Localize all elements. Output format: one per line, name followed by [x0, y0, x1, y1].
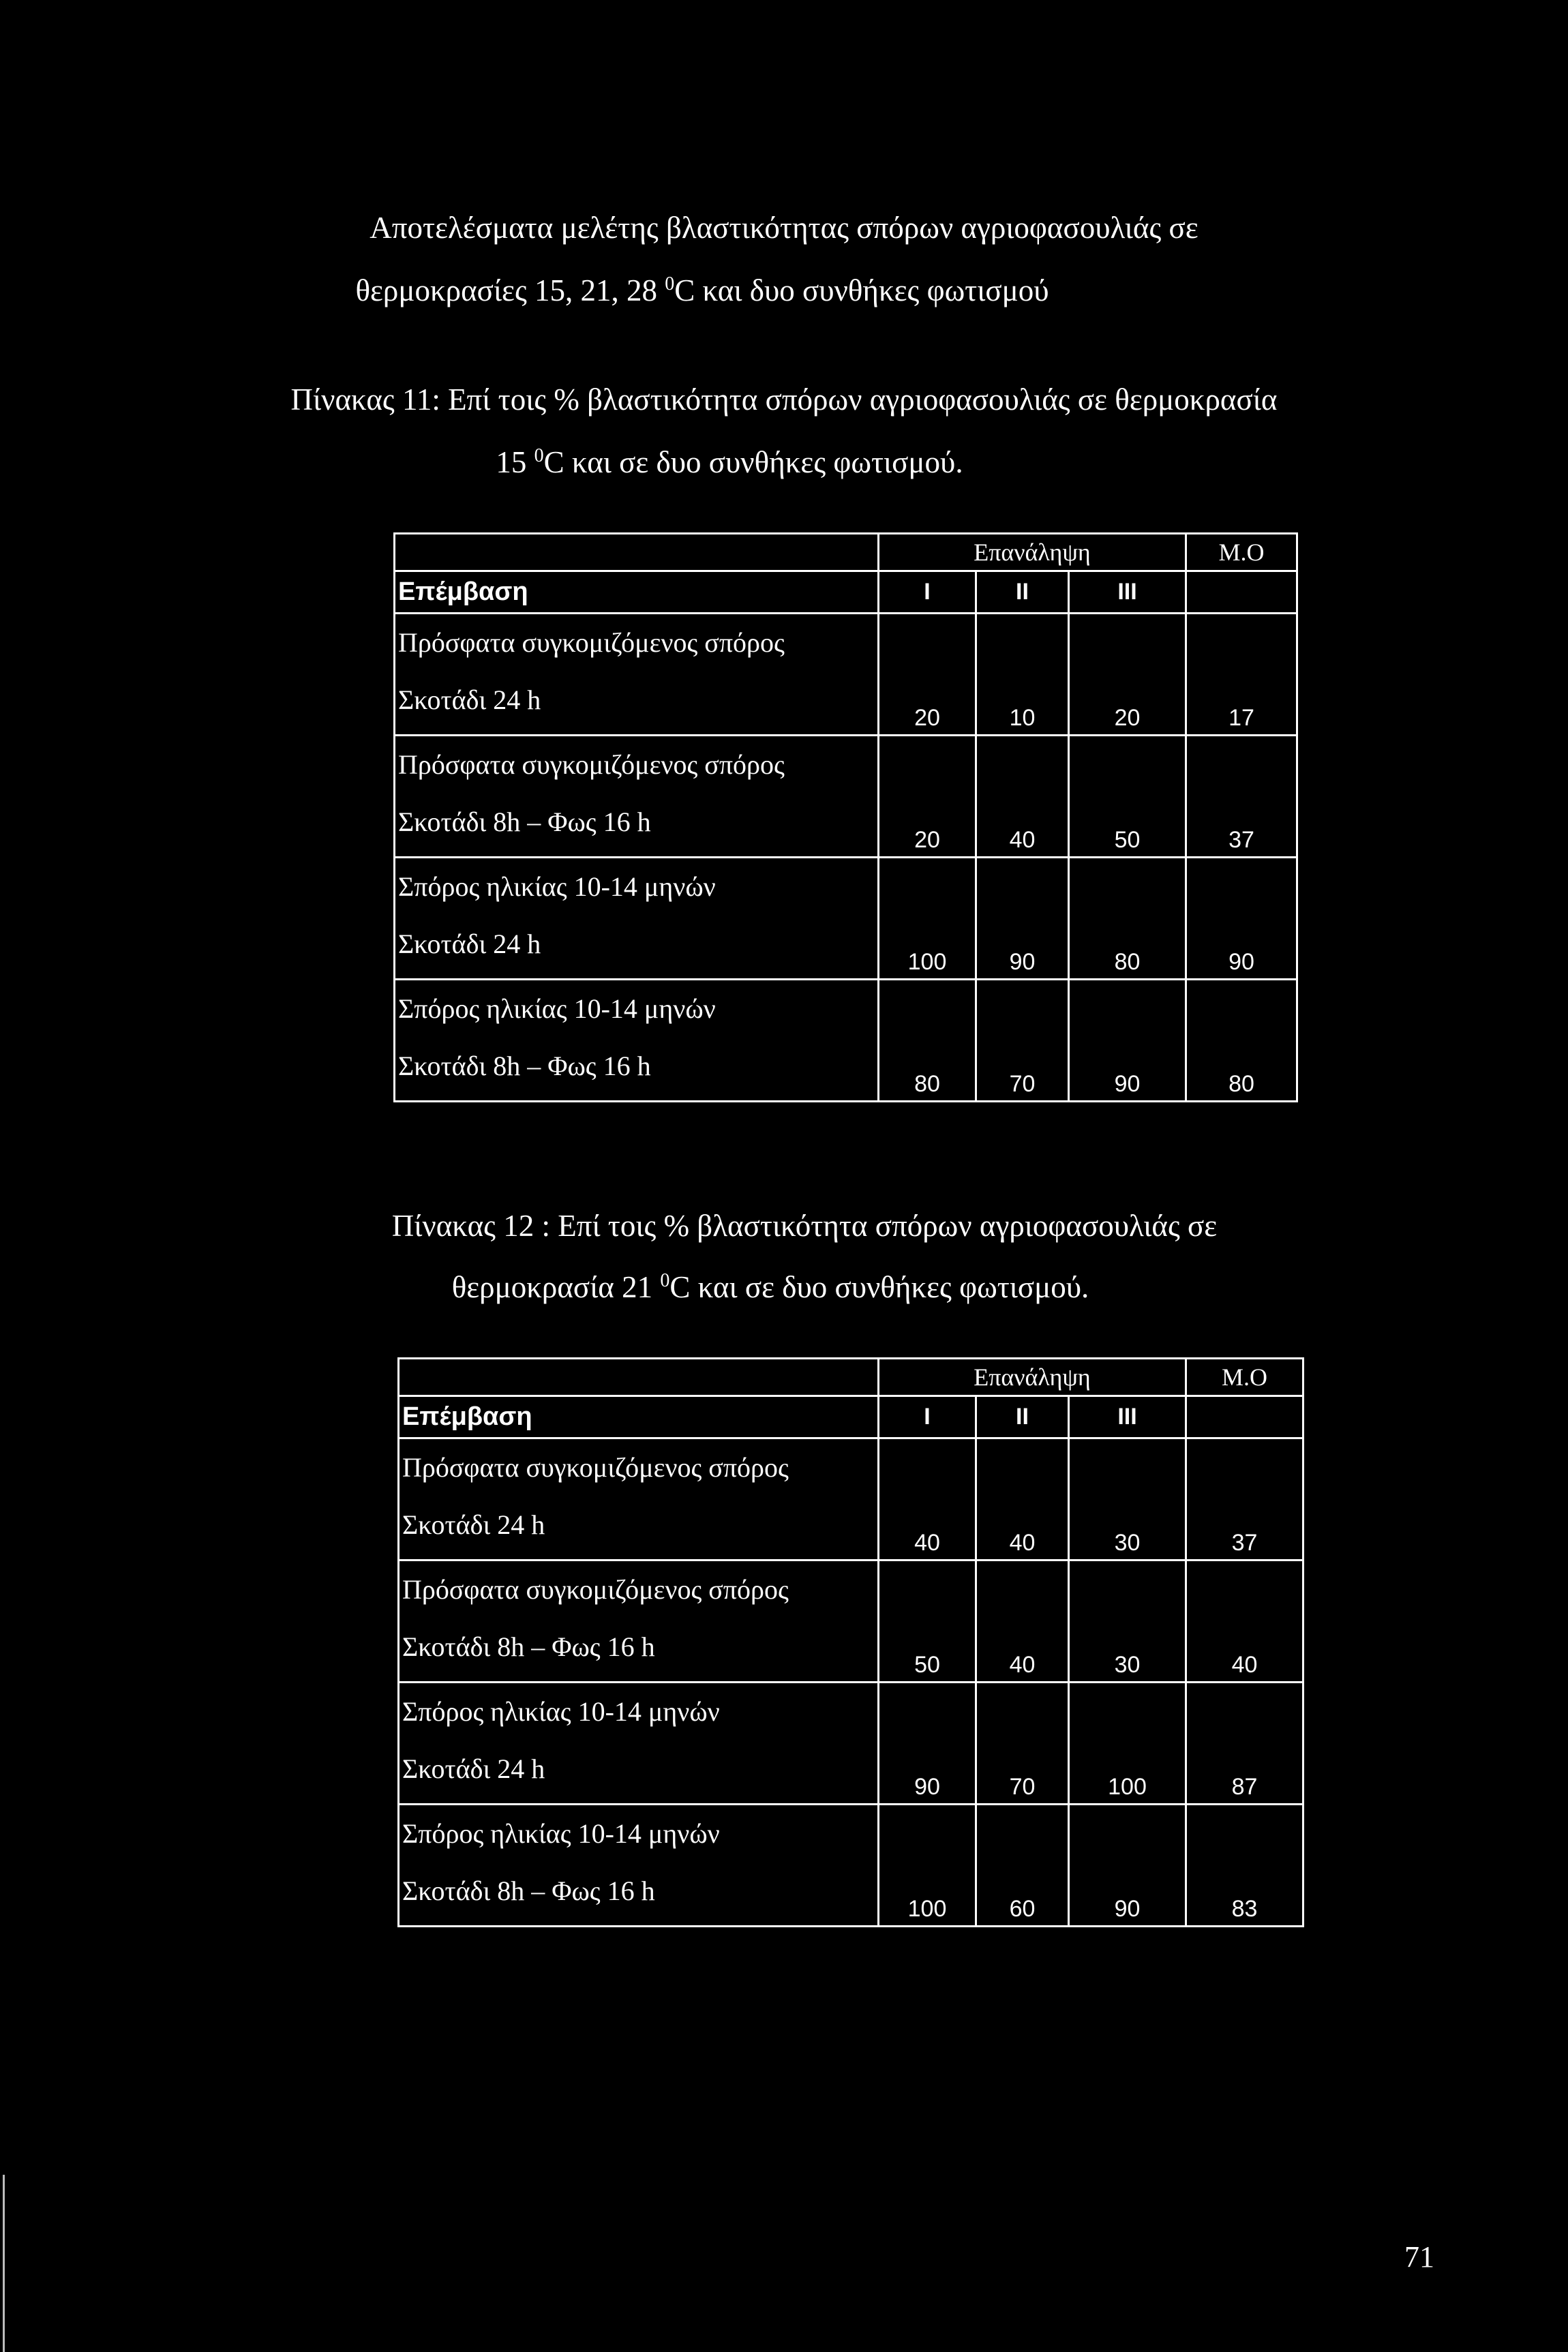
germination-table-12: [397, 1357, 1304, 1927]
rep-value: 100: [879, 858, 976, 980]
treatment-header: Επέμβαση: [399, 1396, 879, 1438]
rep-header: III: [1069, 1396, 1186, 1438]
rep-header: I: [879, 571, 976, 614]
margin-line: [3, 2175, 5, 2352]
rep-value: 70: [976, 1683, 1069, 1805]
treatment-cell: [395, 980, 879, 1102]
mean-header: Μ.Ο: [1186, 1359, 1303, 1396]
rep-value: 10: [976, 614, 1069, 736]
section-heading-line1: Αποτελέσματα μελέτης βλαστικότητας σπόρων αγριοφασουλιάς σε: [370, 211, 1198, 245]
rep-value: 50: [879, 1561, 976, 1683]
heading-pre: θερμοκρασίες 15, 21, 28: [355, 273, 665, 307]
rep-value: 60: [976, 1805, 1069, 1927]
mean-value: 80: [1186, 980, 1297, 1102]
caption-sup: 0: [534, 445, 544, 466]
treatment-line1: Πρόσφατα συγκομιζόμενος σπόρος: [402, 1452, 789, 1483]
rep-value: 80: [879, 980, 976, 1102]
rep-header: II: [976, 571, 1069, 614]
treatment-header: Επέμβαση: [395, 571, 879, 614]
empty-header-cell: [399, 1359, 879, 1396]
mean-value: 83: [1186, 1805, 1303, 1927]
caption-pre: θερμοκρασία 21: [451, 1270, 661, 1304]
table-row: [395, 858, 1297, 980]
table11-caption-line2: [0, 444, 1513, 480]
mean-header: Μ.Ο: [1186, 534, 1297, 571]
rep-header: I: [879, 1396, 976, 1438]
table12-caption-line1: Πίνακας 12 : Επί τοις % βλαστικότητα σπόρων αγριοφασουλιάς σε: [391, 1209, 1218, 1243]
treatment-line2: Σκοτάδι 24 h: [402, 1509, 545, 1540]
page-number: 71: [1404, 2240, 1434, 2274]
rep-value: 30: [1069, 1561, 1186, 1683]
treatment-line1: Σπόρος ηλικίας 10-14 μηνών: [402, 1696, 720, 1727]
rep-value: 40: [976, 1561, 1069, 1683]
empty-cell: [1186, 1396, 1303, 1438]
rep-value: 20: [879, 614, 976, 736]
treatment-line2: Σκοτάδι 8h – Φως 16 h: [398, 806, 651, 837]
treatment-cell: [395, 858, 879, 980]
rep-value: 80: [1069, 858, 1186, 980]
rep-header: III: [1069, 571, 1186, 614]
mean-value: 87: [1186, 1683, 1303, 1805]
rep-value: 30: [1069, 1438, 1186, 1561]
treatment-line2: Σκοτάδι 24 h: [402, 1753, 545, 1784]
treatment-line2: Σκοτάδι 8h – Φως 16 h: [398, 1051, 651, 1081]
rep-value: 100: [879, 1805, 976, 1927]
treatment-line1: Πρόσφατα συγκομιζόμενος σπόρος: [402, 1574, 789, 1605]
table-row: [395, 614, 1297, 736]
treatment-line2: Σκοτάδι 24 h: [398, 684, 541, 715]
caption-post: C και σε δυο συνθήκες φωτισμού.: [543, 445, 963, 479]
table-row: [399, 1561, 1303, 1683]
caption-pre: 15: [496, 445, 534, 479]
caption-sup: 0: [660, 1270, 670, 1291]
table-row: [395, 980, 1297, 1102]
treatment-cell: [395, 736, 879, 858]
empty-cell: [1186, 571, 1297, 614]
rep-value: 40: [976, 1438, 1069, 1561]
treatment-line2: Σκοτάδι 8h – Φως 16 h: [402, 1875, 655, 1906]
section-heading-line2: [0, 273, 1486, 308]
treatment-line1: Πρόσφατα συγκομιζόμενος σπόρος: [398, 749, 785, 780]
rep-header: II: [976, 1396, 1069, 1438]
caption-post: C και σε δυο συνθήκες φωτισμού.: [669, 1270, 1089, 1304]
table-row: [399, 1438, 1303, 1561]
table-row: [395, 736, 1297, 858]
group-header: Επανάληψη: [879, 1359, 1186, 1396]
treatment-line2: Σκοτάδι 24 h: [398, 929, 541, 959]
germination-table-11: [393, 532, 1298, 1102]
treatment-cell: [399, 1438, 879, 1561]
rep-value: 50: [1069, 736, 1186, 858]
rep-value: 90: [1069, 1805, 1186, 1927]
rep-value: 40: [879, 1438, 976, 1561]
rep-value: 70: [976, 980, 1069, 1102]
rep-value: 20: [879, 736, 976, 858]
treatment-line1: Σπόρος ηλικίας 10-14 μηνών: [402, 1818, 720, 1849]
mean-value: 37: [1186, 1438, 1303, 1561]
treatment-cell: [399, 1683, 879, 1805]
rep-value: 100: [1069, 1683, 1186, 1805]
treatment-line1: Σπόρος ηλικίας 10-14 μηνών: [398, 871, 716, 902]
mean-value: 17: [1186, 614, 1297, 736]
rep-value: 90: [976, 858, 1069, 980]
treatment-cell: [399, 1561, 879, 1683]
treatment-line1: Σπόρος ηλικίας 10-14 μηνών: [398, 993, 716, 1024]
mean-value: 40: [1186, 1561, 1303, 1683]
treatment-line2: Σκοτάδι 8h – Φως 16 h: [402, 1631, 655, 1662]
treatment-cell: [399, 1805, 879, 1927]
mean-value: 90: [1186, 858, 1297, 980]
rep-value: 90: [1069, 980, 1186, 1102]
treatment-line1: Πρόσφατα συγκομιζόμενος σπόρος: [398, 627, 785, 658]
heading-post: C και δυο συνθήκες φωτισμού: [674, 273, 1049, 307]
rep-value: 20: [1069, 614, 1186, 736]
rep-value: 90: [879, 1683, 976, 1805]
table-row: [399, 1805, 1303, 1927]
empty-header-cell: [395, 534, 879, 571]
table-row: [399, 1683, 1303, 1805]
mean-value: 37: [1186, 736, 1297, 858]
table12-caption-line2: [0, 1269, 1554, 1305]
rep-value: 40: [976, 736, 1069, 858]
treatment-cell: [395, 614, 879, 736]
group-header: Επανάληψη: [879, 534, 1186, 571]
heading-sup: 0: [665, 273, 675, 295]
table11-caption-line1: Πίνακας 11: Επί τοις % βλαστικότητα σπόρων αγριοφασουλιάς σε θερμοκρασία: [290, 382, 1278, 417]
